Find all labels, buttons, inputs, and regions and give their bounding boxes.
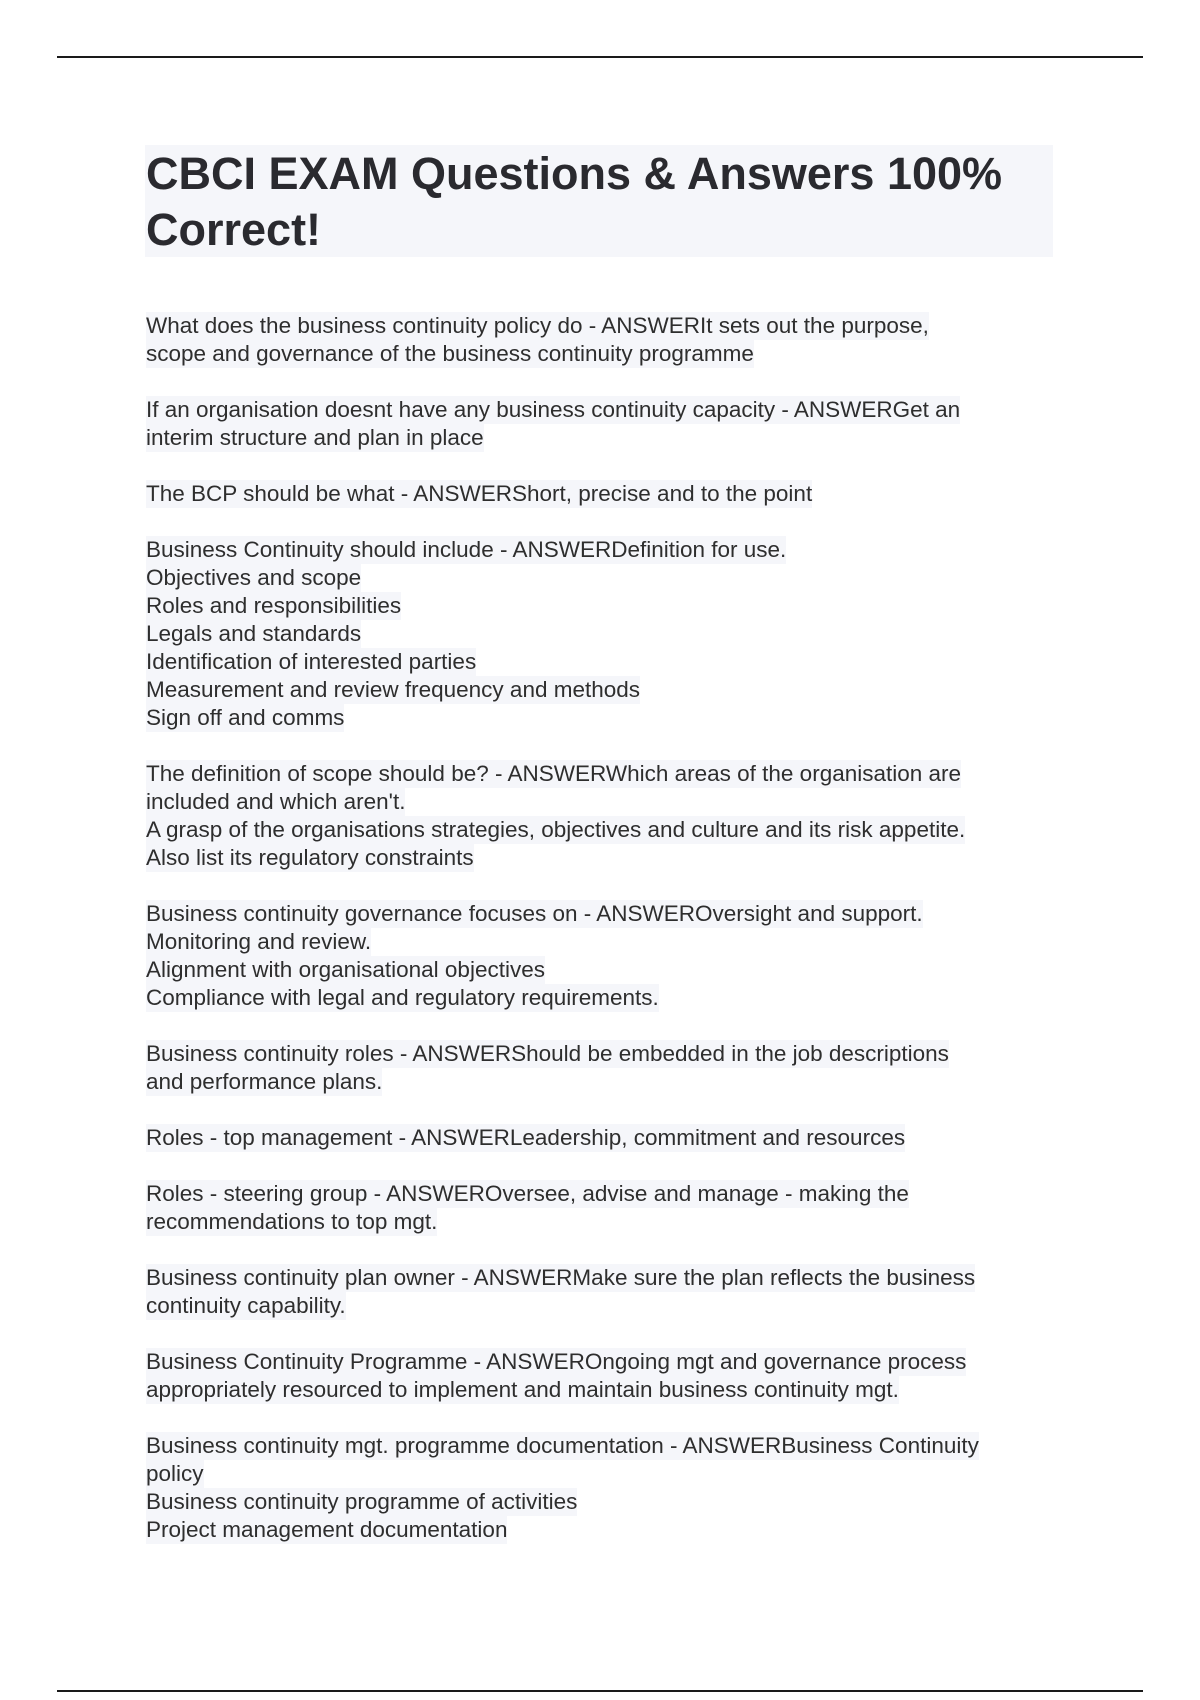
qa-line: Sign off and comms <box>146 705 345 730</box>
qa-line: appropriately resourced to implement and maintain business continuity mgt. <box>146 1377 899 1402</box>
qa-line: Also list its regulatory constraints <box>146 845 474 870</box>
qa-line: The BCP should be what - ANSWERShort, precise and to the point <box>146 481 813 506</box>
qa-line: What does the business continuity policy do - ANSWERIt sets out the purpose, <box>146 313 929 338</box>
qa-line: continuity capability. <box>146 1293 346 1318</box>
qa-line: Monitoring and review. <box>146 929 372 954</box>
qa-line: Business continuity roles - ANSWERShould be embedded in the job descriptions <box>146 1041 949 1066</box>
qa-line: recommendations to top mgt. <box>146 1209 438 1234</box>
qa-line: Roles - top management - ANSWERLeadership, commitment and resources <box>146 1125 906 1150</box>
qa-item <box>146 760 1056 872</box>
qa-list <box>146 312 1056 1572</box>
qa-line: Project management documentation <box>146 1517 508 1542</box>
qa-item <box>146 480 1056 508</box>
qa-line: Objectives and scope <box>146 565 362 590</box>
qa-line: Alignment with organisational objectives <box>146 957 545 982</box>
qa-item <box>146 312 1056 368</box>
qa-line: A grasp of the organisations strategies, objectives and culture and its risk appetite. <box>146 817 966 842</box>
qa-item <box>146 1264 1056 1320</box>
qa-item <box>146 1124 1056 1152</box>
qa-line: Identification of interested parties <box>146 649 477 674</box>
qa-line: Business continuity mgt. programme documentation - ANSWERBusiness Continuity <box>146 1433 979 1458</box>
qa-line: If an organisation doesnt have any business continuity capacity - ANSWERGet an <box>146 397 961 422</box>
qa-line: Business Continuity should include - ANSWERDefinition for use. <box>146 537 787 562</box>
page-title: CBCI EXAM Questions & Answers 100% Correct! <box>146 148 1003 255</box>
qa-item <box>146 1040 1056 1096</box>
qa-line: policy <box>146 1461 204 1486</box>
qa-line: Measurement and review frequency and methods <box>146 677 641 702</box>
qa-line: Roles - steering group - ANSWEROversee, advise and manage - making the <box>146 1181 909 1206</box>
qa-line: Business continuity programme of activities <box>146 1489 578 1514</box>
qa-line: included and which aren't. <box>146 789 406 814</box>
qa-line: The definition of scope should be? - ANSWERWhich areas of the organisation are <box>146 761 962 786</box>
qa-item <box>146 900 1056 1012</box>
qa-item <box>146 536 1056 732</box>
qa-item <box>146 1432 1056 1544</box>
qa-line: scope and governance of the business continuity programme <box>146 341 754 366</box>
qa-line: interim structure and plan in place <box>146 425 484 450</box>
qa-line: Legals and standards <box>146 621 362 646</box>
qa-line: Business continuity governance focuses on - ANSWEROversight and support. <box>146 901 923 926</box>
qa-line: and performance plans. <box>146 1069 383 1094</box>
qa-item <box>146 396 1056 452</box>
qa-line: Compliance with legal and regulatory requirements. <box>146 985 659 1010</box>
qa-line: Roles and responsibilities <box>146 593 402 618</box>
qa-item <box>146 1348 1056 1404</box>
bottom-rule <box>57 1690 1143 1692</box>
qa-item <box>146 1180 1056 1236</box>
qa-line: Business Continuity Programme - ANSWEROngoing mgt and governance process <box>146 1349 967 1374</box>
qa-line: Business continuity plan owner - ANSWERMake sure the plan reflects the business <box>146 1265 976 1290</box>
top-rule <box>57 56 1143 58</box>
